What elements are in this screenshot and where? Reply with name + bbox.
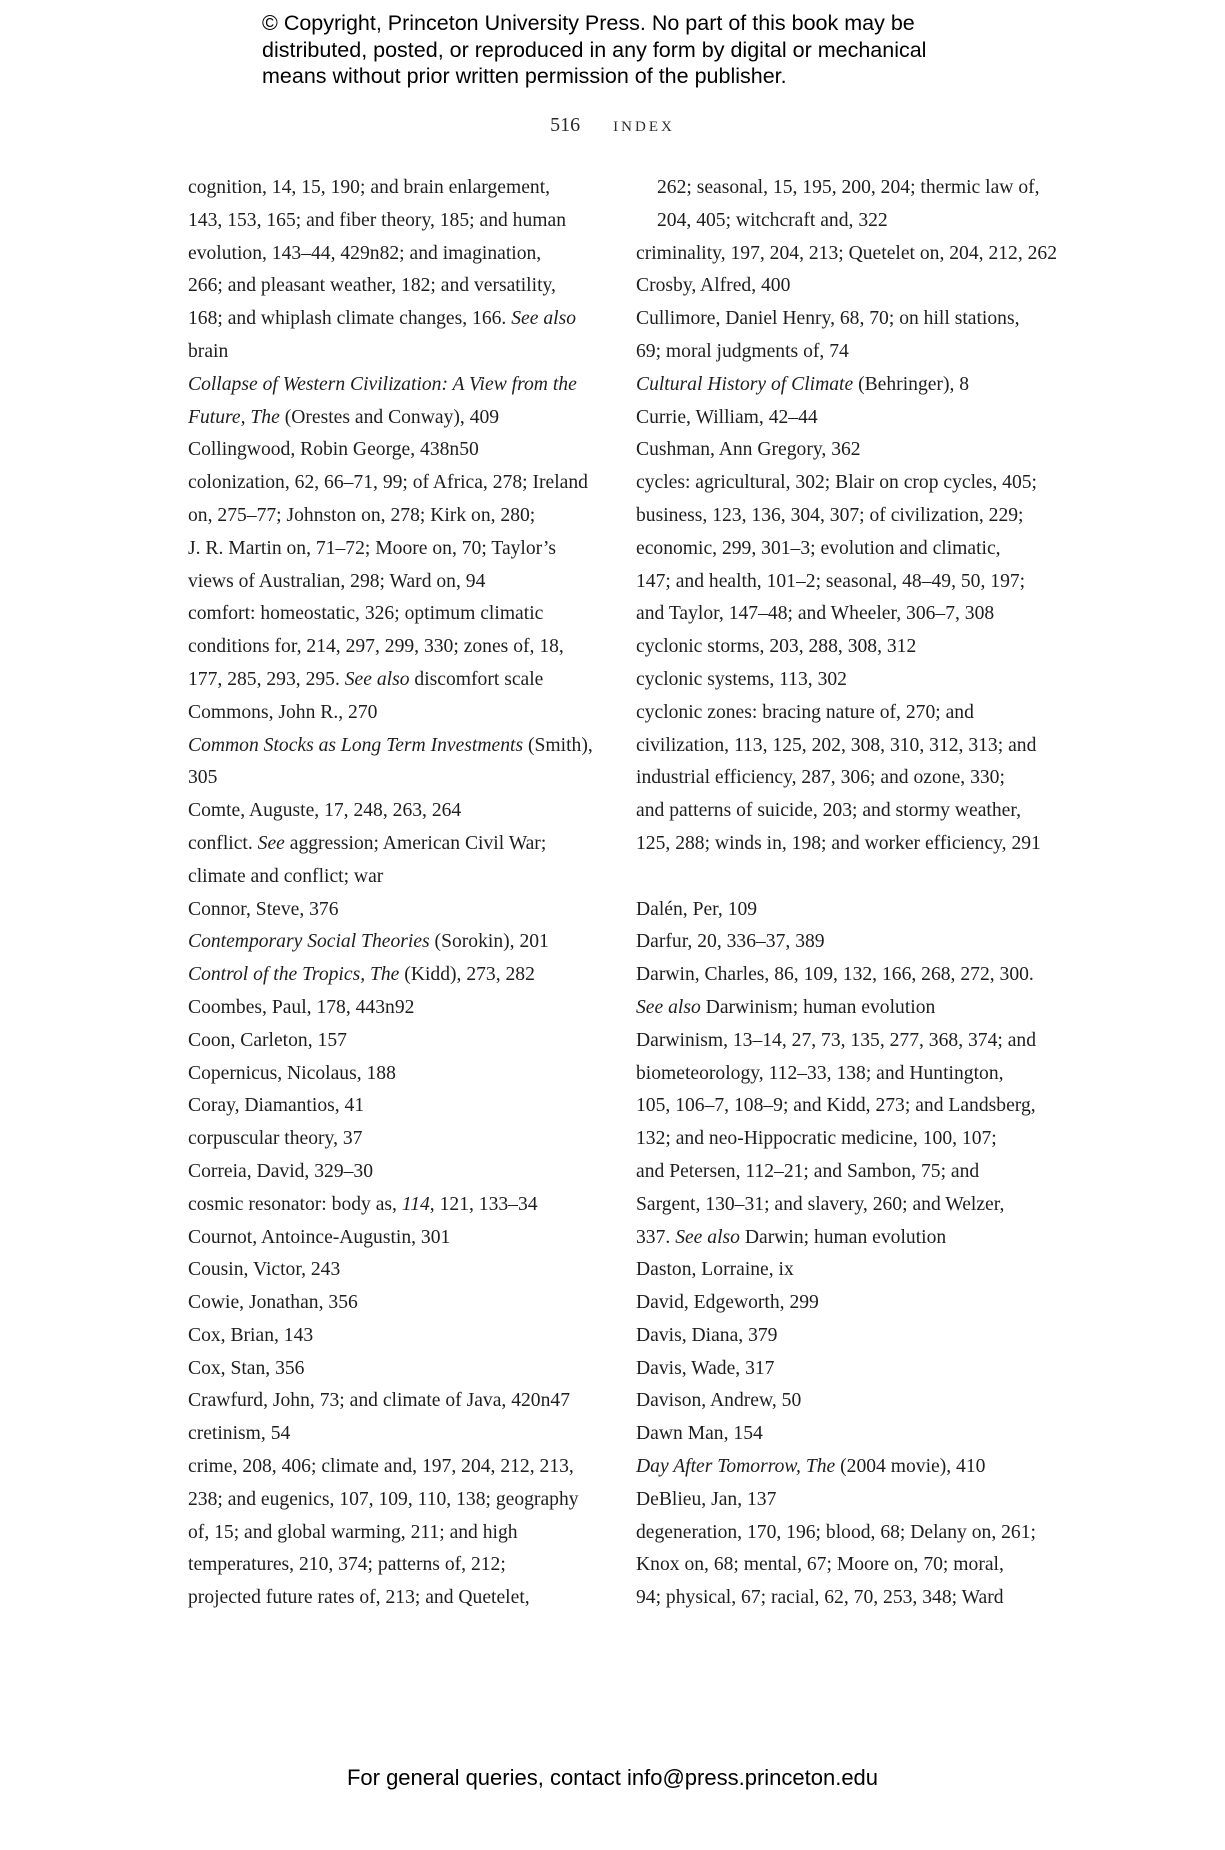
- index-entry: [636, 270, 1056, 303]
- section-title: index: [613, 112, 675, 136]
- index-entry-line: climate and conflict; war: [188, 865, 384, 887]
- index-entry-line: Copernicus, Nicolaus, 188: [188, 1062, 396, 1084]
- index-entry-line: Coray, Diamantios, 41: [188, 1095, 365, 1117]
- page-number: 516: [550, 114, 581, 136]
- index-entry-line: Darfur, 20, 336–37, 389: [636, 931, 825, 953]
- index-entry-line: Davis, Diana, 379: [636, 1324, 778, 1346]
- index-entry: [188, 598, 608, 696]
- index-entry: [188, 1123, 608, 1156]
- index-entry: [188, 369, 608, 435]
- index-entry: [188, 434, 608, 467]
- index-entry-line: 204, 405; witchcraft and, 322: [657, 209, 888, 231]
- index-entry: [188, 1451, 608, 1615]
- index-entry-line: Davis, Wade, 317: [636, 1357, 775, 1379]
- index-entry-line: cycles: agricultural, 302; Blair on crop cycles, 405;: [636, 472, 1038, 494]
- index-entry: [636, 238, 1056, 271]
- index-entry-line: Cushman, Ann Gregory, 362: [636, 439, 861, 461]
- index-entry-line: degeneration, 170, 196; blood, 68; Delany on, 261;: [636, 1521, 1036, 1543]
- index-entry-line: temperatures, 210, 374; patterns of, 212;: [188, 1554, 506, 1576]
- index-entry: [636, 402, 1056, 435]
- index-entry-line: Coon, Carleton, 157: [188, 1029, 347, 1051]
- index-entry-line: Collapse of Western Civilization: A View from the: [188, 373, 577, 395]
- index-entry-line: DeBlieu, Jan, 137: [636, 1488, 777, 1510]
- index-entry-line: Dalén, Per, 109: [636, 898, 758, 920]
- index-entry: [636, 1517, 1056, 1615]
- index-entry-line: cyclonic systems, 113, 302: [636, 668, 847, 690]
- index-entry-line: and patterns of suicide, 203; and stormy weather,: [636, 800, 1021, 822]
- copyright-line: distributed, posted, or reproduced in any form by digital or mechanical: [262, 37, 927, 62]
- index-entry-line: 266; and pleasant weather, 182; and versatility,: [188, 275, 556, 297]
- index-entry-line: Day After Tomorrow, The (2004 movie), 410: [636, 1456, 986, 1478]
- index-entry: [636, 664, 1056, 697]
- index-entry: [188, 828, 608, 894]
- index-entry-line: Cox, Brian, 143: [188, 1324, 314, 1346]
- index-entry: [188, 894, 608, 927]
- index-entry-line: Control of the Tropics, The (Kidd), 273, 282: [188, 964, 535, 986]
- index-entry: [188, 1090, 608, 1123]
- index-entry-line: cretinism, 54: [188, 1423, 291, 1445]
- index-entry-line: and Petersen, 112–21; and Sambon, 75; and: [636, 1160, 980, 1182]
- index-entry: [188, 992, 608, 1025]
- index-entry: [636, 926, 1056, 959]
- index-column-left: [188, 172, 608, 1615]
- index-entry: [636, 697, 1056, 861]
- index-entry: [188, 1189, 608, 1222]
- copyright-notice: [262, 10, 1022, 90]
- index-entry: [188, 1058, 608, 1091]
- index-entry: [636, 1418, 1056, 1451]
- index-entry-line: J. R. Martin on, 71–72; Moore on, 70; Taylor’s: [188, 537, 556, 559]
- index-entry-line: Currie, William, 42–44: [636, 406, 818, 428]
- index-entry-line: Comte, Auguste, 17, 248, 263, 264: [188, 800, 462, 822]
- index-entry: [188, 926, 608, 959]
- index-entry-line: Cox, Stan, 356: [188, 1357, 305, 1379]
- index-entry-line: economic, 299, 301–3; evolution and climatic,: [636, 537, 1001, 559]
- index-entry-line: Cultural History of Climate (Behringer), 8: [636, 373, 970, 395]
- index-entry-line: civilization, 113, 125, 202, 308, 310, 312, 313; and: [636, 734, 1037, 756]
- index-entry-line: of, 15; and global warming, 211; and high: [188, 1521, 518, 1543]
- index-entry: [188, 1222, 608, 1255]
- index-entry-line: 147; and health, 101–2; seasonal, 48–49, 50, 197;: [636, 570, 1026, 592]
- index-entry-line: 177, 285, 293, 295. See also discomfort scale: [188, 668, 544, 690]
- index-entry: [636, 1025, 1056, 1255]
- index-entry: [636, 1451, 1056, 1484]
- index-entry-line: 305: [188, 767, 218, 789]
- index-entry-line: Contemporary Social Theories (Sorokin), 201: [188, 931, 549, 953]
- index-entry: [636, 369, 1056, 402]
- index-entry-line: Darwinism, 13–14, 27, 73, 135, 277, 368, 374; and: [636, 1029, 1037, 1051]
- index-entry: [188, 467, 608, 598]
- index-entry: [636, 1484, 1056, 1517]
- index-entry-line: Sargent, 130–31; and slavery, 260; and Welzer,: [636, 1193, 1005, 1215]
- index-entry: [636, 303, 1056, 369]
- index-entry-line: brain: [188, 340, 229, 362]
- index-entry-line: and Taylor, 147–48; and Wheeler, 306–7, 308: [636, 603, 995, 625]
- index-entry-line: cognition, 14, 15, 190; and brain enlargement,: [188, 177, 551, 198]
- index-entry: [636, 1287, 1056, 1320]
- index-entry-line: Daston, Lorraine, ix: [636, 1259, 794, 1281]
- index-entry: [188, 1287, 608, 1320]
- index-entry-line: industrial efficiency, 287, 306; and ozone, 330;: [636, 767, 1005, 789]
- index-entry-line: Correia, David, 329–30: [188, 1160, 374, 1182]
- index-entry-line: Dawn Man, 154: [636, 1423, 763, 1445]
- index-entry-line: corpuscular theory, 37: [188, 1128, 363, 1150]
- index-entry-line: views of Australian, 298; Ward on, 94: [188, 570, 486, 592]
- index-entry-line: evolution, 143–44, 429n82; and imagination,: [188, 242, 542, 264]
- index-entry: [636, 1353, 1056, 1386]
- index-entry: [636, 959, 1056, 1025]
- index-entry: [188, 1418, 608, 1451]
- index-entry-line: cyclonic zones: bracing nature of, 270; and: [636, 701, 974, 723]
- index-entry-line: cyclonic storms, 203, 288, 308, 312: [636, 636, 917, 658]
- index-entry: [188, 1385, 608, 1418]
- index-entry-line: 238; and eugenics, 107, 109, 110, 138; geography: [188, 1488, 579, 1510]
- index-entry: [636, 1320, 1056, 1353]
- index-entry-line: See also Darwinism; human evolution: [636, 996, 936, 1018]
- index-entry-line: Future, The (Orestes and Conway), 409: [188, 406, 500, 428]
- copyright-line: © Copyright, Princeton University Press. No part of this book may be: [262, 11, 915, 35]
- index-entry-line: Cournot, Antoince-Augustin, 301: [188, 1226, 451, 1248]
- index-entry: [636, 434, 1056, 467]
- index-entry-line: Darwin, Charles, 86, 109, 132, 166, 268, 272, 300.: [636, 964, 1034, 986]
- index-entry-line: Davison, Andrew, 50: [636, 1390, 802, 1412]
- index-entry-line: cosmic resonator: body as, 114, 121, 133–34: [188, 1193, 538, 1215]
- index-entry: [636, 1385, 1056, 1418]
- index-entry-line: 168; and whiplash climate changes, 166. See also: [188, 308, 576, 330]
- copyright-line: means without prior written permission of the publisher.: [262, 64, 787, 88]
- index-entry: [188, 959, 608, 992]
- index-entry-line: 125, 288; winds in, 198; and worker efficiency, 291: [636, 832, 1041, 854]
- index-entry-line: Connor, Steve, 376: [188, 898, 339, 920]
- index-entry: [188, 172, 608, 369]
- index-entry: [188, 730, 608, 796]
- index-column-right: [636, 172, 1056, 1615]
- index-entry: [188, 1025, 608, 1058]
- index-entry-line: crime, 208, 406; climate and, 197, 204, 212, 213,: [188, 1456, 574, 1478]
- index-entry-line: 94; physical, 67; racial, 62, 70, 253, 348; Ward: [636, 1587, 1004, 1609]
- index-entry-line: Common Stocks as Long Term Investments (Smith),: [188, 734, 593, 756]
- index-entry-line: conflict. See aggression; American Civil War;: [188, 832, 547, 854]
- index-entry-line: Cousin, Victor, 243: [188, 1259, 341, 1281]
- index-entry-line: Commons, John R., 270: [188, 701, 378, 723]
- index-entry-line: on, 275–77; Johnston on, 278; Kirk on, 280;: [188, 504, 536, 526]
- index-entry-line: 105, 106–7, 108–9; and Kidd, 273; and Landsberg,: [636, 1095, 1036, 1117]
- running-head: [0, 112, 1225, 137]
- index-entry-line: conditions for, 214, 297, 299, 330; zones of, 18,: [188, 636, 564, 658]
- index-entry-line: 69; moral judgments of, 74: [636, 340, 849, 362]
- index-entry-line: 132; and neo-Hippocratic medicine, 100, 107;: [636, 1128, 997, 1150]
- index-entry-line: Cowie, Jonathan, 356: [188, 1292, 358, 1314]
- index-entry-line: 143, 153, 165; and fiber theory, 185; and human: [188, 209, 567, 231]
- index-entry-line: comfort: homeostatic, 326; optimum climatic: [188, 603, 544, 625]
- index-entry: [636, 1254, 1056, 1287]
- index-entry-line: criminality, 197, 204, 213; Quetelet on, 204, 212, 262: [636, 242, 1058, 264]
- index-entry-line: colonization, 62, 66–71, 99; of Africa, 278; Ireland: [188, 472, 588, 494]
- index-entry: [188, 1254, 608, 1287]
- index-entry: [188, 1320, 608, 1353]
- index-entry: [636, 172, 1056, 238]
- index-entry: [188, 1353, 608, 1386]
- index-entry-line: Coombes, Paul, 178, 443n92: [188, 996, 415, 1018]
- index-entry: [636, 467, 1056, 631]
- index-entry: [636, 894, 1056, 927]
- index-entry-line: Crosby, Alfred, 400: [636, 275, 791, 297]
- index-entry-line: biometeorology, 112–33, 138; and Huntington,: [636, 1062, 1004, 1084]
- index-entry-line: Crawfurd, John, 73; and climate of Java, 420n47: [188, 1390, 570, 1412]
- index-entry-line: Knox on, 68; mental, 67; Moore on, 70; moral,: [636, 1554, 1004, 1576]
- index-entry-line: Cullimore, Daniel Henry, 68, 70; on hill stations,: [636, 308, 1020, 330]
- index-entry-line: projected future rates of, 213; and Quetelet,: [188, 1587, 530, 1609]
- index-entry: [188, 1156, 608, 1189]
- index-entry-line: business, 123, 136, 304, 307; of civilization, 229;: [636, 504, 1024, 526]
- index-entry: [636, 631, 1056, 664]
- index-entry: [188, 697, 608, 730]
- index-entry-line: 262; seasonal, 15, 195, 200, 204; thermic law of,: [657, 177, 1040, 198]
- index-entry-line: David, Edgeworth, 299: [636, 1292, 819, 1314]
- index-entry: [188, 795, 608, 828]
- index-entry-line: 337. See also Darwin; human evolution: [636, 1226, 947, 1248]
- index-entry-line: Collingwood, Robin George, 438n50: [188, 439, 479, 461]
- footer-contact: For general queries, contact info@press.princeton.edu: [346, 1765, 879, 1790]
